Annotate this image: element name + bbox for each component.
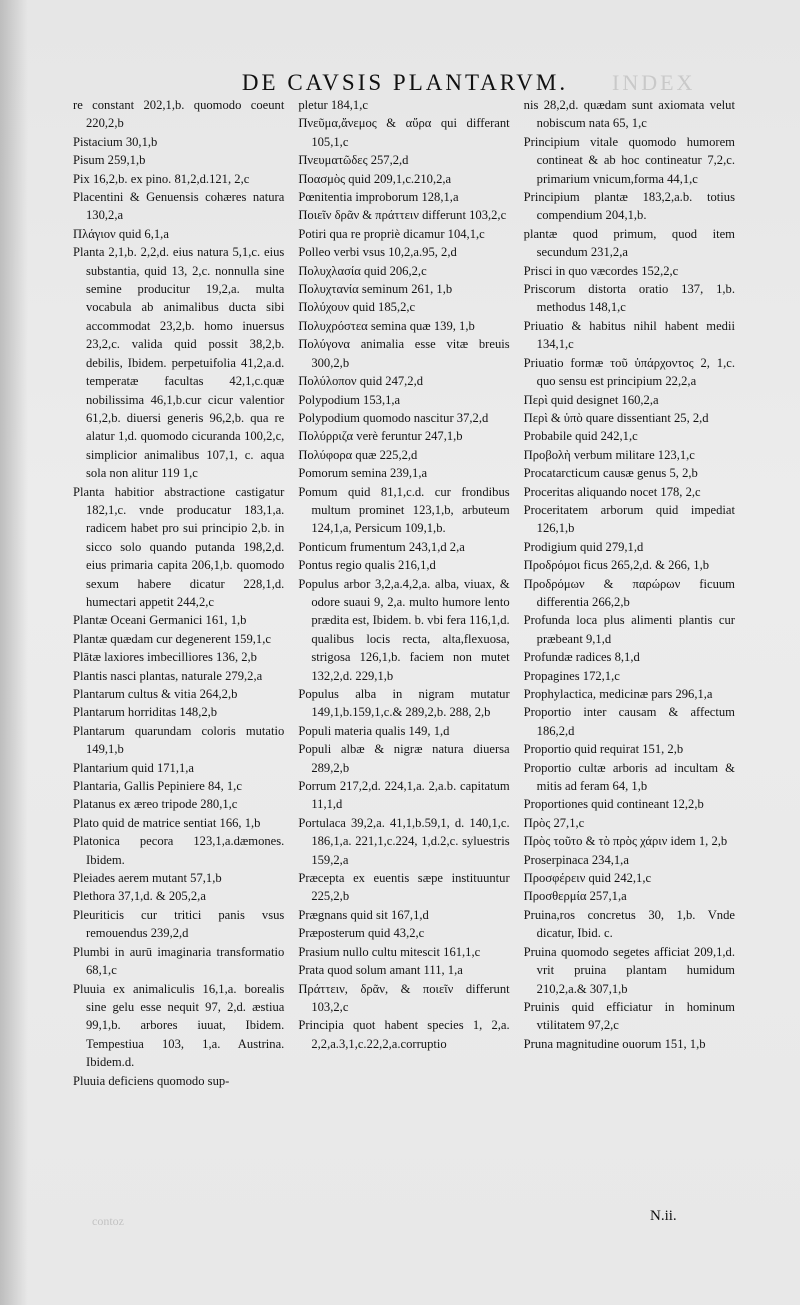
index-entry: Plantarum horriditas 148,2,b xyxy=(73,705,218,720)
index-entry: Pomorum semina 239,1,a xyxy=(298,466,428,481)
index-entry: Probabile quid 242,1,c xyxy=(523,429,638,444)
index-entry: Priuatio formæ τοῦ ὑπάρχοντος 2, 1,c. quo sensu est principium 22,2,a xyxy=(523,355,735,389)
index-entry: Προβολὴ verbum militare 123,1,c xyxy=(523,447,695,462)
index-entry: Prophylactica, medicinæ pars 296,1,a xyxy=(523,687,713,701)
bleed-through-heading: INDEX xyxy=(612,70,696,95)
index-entry: Proportio inter causam & affectum 186,2,d xyxy=(523,705,735,738)
index-entry: Proceritatem arborum quid impediat 126,1,b xyxy=(523,502,735,536)
index-entry: Plantaria, Gallis Pepiniere 84, 1,c xyxy=(73,779,242,794)
index-entry: Priuatio & habitus nihil habent medii 134,1,c xyxy=(523,318,735,352)
index-entry: Plantarium quid 171,1,a xyxy=(73,760,195,775)
index-entry: Πλάγιον quid 6,1,a xyxy=(73,226,169,241)
index-entry: Propagines 172,1,c xyxy=(523,668,620,683)
index-entry: Portulaca 39,2,a. 41,1,b.59,1, d. 140,1,c. 186,1,a. 221,1,c.224, 1,d.2,c. syluestris 159,2,a xyxy=(298,815,510,867)
index-entry: Proceritas aliquando nocet 178, 2,c xyxy=(523,484,701,499)
index-entry: Προδρόμων & παρώρων ficuum differentia 266,2,b xyxy=(523,576,735,609)
index-entry: Prodigium quid 279,1,d xyxy=(523,539,644,554)
index-entry: Pistacium 30,1,b xyxy=(73,134,158,149)
index-entry: Pleuriticis cur tritici panis vsus remouendus 239,2,d xyxy=(73,907,285,941)
index-entry: pletur 184,1,c xyxy=(298,98,368,112)
index-entry: Pluuia deficiens quomodo sup- xyxy=(73,1073,230,1088)
index-entry: Populi materia qualis 149, 1,d xyxy=(298,723,450,738)
index-entry: Prisci in quo væcordes 152,2,c xyxy=(523,263,679,278)
index-entry: Plantæ quædam cur degenerent 159,1,c xyxy=(73,631,271,646)
index-entry: nis 28,2,d. quædam sunt axiomata velut nobiscum nata 65, 1,c xyxy=(523,98,735,131)
index-entry: Placentini & Genuensis cohæres natura 130,2,a xyxy=(73,190,285,223)
index-entry: Polleo verbi vsus 10,2,a.95, 2,d xyxy=(298,245,457,260)
index-entry: Principia quot habent species 1, 2,a. 2,2,a.3,1,c.22,2,a.corruptio xyxy=(298,1018,510,1051)
index-entry: Περὶ quid designet 160,2,a xyxy=(523,392,659,407)
index-entry: Plātæ laxiores imbecilliores 136, 2,b xyxy=(73,650,257,665)
index-entry: Proportiones quid contineant 12,2,b xyxy=(523,797,704,812)
index-entry: Προσφέρειν quid 242,1,c xyxy=(523,871,652,886)
index-entry: Ponticum frumentum 243,1,d 2,a xyxy=(298,539,465,554)
index-entry: Proportio cultæ arboris ad incultam & mitis ad feram 64, 1,b xyxy=(523,760,735,794)
index-entry: Potiri qua re propriè dicamur 104,1,c xyxy=(298,226,485,241)
index-entry: Πολύφορα quæ 225,2,d xyxy=(298,447,418,462)
index-entry: Præposterum quid 43,2,c xyxy=(298,926,425,941)
index-entry: Pruina quomodo segetes afficiat 209,1,d. vrit pruina plantam humidum 210,2,a.& 307,1,b xyxy=(523,944,735,996)
index-entry: Plato quid de matrice sentiat 166, 1,b xyxy=(73,815,261,830)
index-entry: Polypodium quomodo nascitur 37,2,d xyxy=(298,410,489,425)
index-entry: Πολυχτανία seminum 261, 1,b xyxy=(298,282,453,297)
index-entry: Pœnitentia improborum 128,1,a xyxy=(298,190,459,205)
index-entry: Περὶ & ὑπὸ quare dissentiant 25, 2,d xyxy=(523,410,709,425)
index-entry: Πολυχλασία quid 206,2,c xyxy=(298,263,427,278)
index-entry: Pomum quid 81,1,c.d. cur frondibus multum prominet 123,1,b, arbuteum 124,1,a, Persicum 109,1,b. xyxy=(298,484,510,536)
index-entry: Polypodium 153,1,a xyxy=(298,392,401,407)
index-entry: Proserpinaca 234,1,a xyxy=(523,852,629,867)
index-entry: Planta 2,1,b. 2,2,d. eius natura 5,1,c. eius substantia, quid 13, 2,c. nonnulla sine semine producitur 19,2,a. multa vocabula ab animalibus ducta sibi accommodat 23,2,b. homo inuersus 23,2,c. valida quid possit 38,2,b. debilis, Ibidem. perpetuifolia 41,2,a.d. temperatæ facultas 42,1,c.quæ nobilissima 46,1,b.cur cicur valentior 61,2,b. diuersi generis 96,2,b. qua re alatur 1,d. quomodo cicuranda 100,2,c, simplicior animalibus 107,1, c. aqua sola non alitur 119 1,c xyxy=(73,245,285,481)
index-entry: Πρὸς 27,1,c xyxy=(523,815,585,830)
index-entry: Πολύγονα animalia esse vitæ breuis 300,2,b xyxy=(298,337,510,370)
index-columns xyxy=(73,96,735,1090)
index-entry: Πολυχρόστεα semina quæ 139, 1,b xyxy=(298,318,475,333)
index-column-3 xyxy=(524,96,735,1090)
index-entry: Pix 16,2,b. ex pino. 81,2,d.121, 2,c xyxy=(73,171,250,186)
index-entry: Pleiades aerem mutant 57,1,b xyxy=(73,871,222,886)
index-entry: Prasium nullo cultu mitescit 161,1,c xyxy=(298,944,481,959)
index-entry: Ποασμὸς quid 209,1,c.210,2,a xyxy=(298,171,452,186)
index-entry: Πολύρριζα verè feruntur 247,1,b xyxy=(298,429,463,444)
index-entry: Πολύχουν quid 185,2,c xyxy=(298,300,416,315)
index-entry: Pontus regio qualis 216,1,d xyxy=(298,558,436,573)
running-head: DE CAVSIS PLANTARVM. xyxy=(241,70,569,95)
index-entry: Plantarum quarundam coloris mutatio 149,1,b xyxy=(73,723,285,757)
index-entry: Platanus ex æreo tripode 280,1,c xyxy=(73,797,238,812)
index-entry: Πολύλοπον quid 247,2,d xyxy=(298,374,424,389)
index-entry: Populus alba in nigram mutatur 149,1,b.159,1,c.& 289,2,b. 288, 2,b xyxy=(298,687,510,720)
index-entry: Principium vitale quomodo humorem contineat & ab hoc contineatur 7,2,c. primarium vnicum,forma 44,1,c xyxy=(523,134,735,186)
index-entry: Ποιεῖν δρᾶν & πράττειν differunt 103,2,c xyxy=(298,208,507,223)
index-entry: Pisum 259,1,b xyxy=(73,153,146,168)
bleed-through-footer: contoz xyxy=(92,1214,124,1228)
index-entry: Proportio quid requirat 151, 2,b xyxy=(523,742,684,757)
index-entry: Plantis nasci plantas, naturale 279,2,a xyxy=(73,668,263,683)
index-entry: Prægnans quid sit 167,1,d xyxy=(298,907,429,922)
index-entry: Plethora 37,1,d. & 205,2,a xyxy=(73,889,206,904)
index-column-1 xyxy=(73,96,284,1090)
index-column-2 xyxy=(298,96,509,1090)
signature-mark: N.ii. xyxy=(650,1208,677,1224)
index-entry: Profunda loca plus alimenti plantis cur præbeant 9,1,d xyxy=(523,613,735,646)
index-entry: Priscorum distorta oratio 137, 1,b. methodus 148,1,c xyxy=(523,282,735,315)
index-entry: Plantarum cultus & vitia 264,2,b xyxy=(73,687,238,701)
index-entry: Profundæ radices 8,1,d xyxy=(523,650,640,665)
index-entry: Pluuia ex animaliculis 16,1,a. borealis sine gelu esse nequit 97, 2,d. æstiua 99,1,b. arbores iuuat, Ibidem. Tempestiua 103, 1,a. Austrina. Ibidem.d. xyxy=(73,981,285,1070)
index-entry: Porrum 217,2,d. 224,1,a. 2,a.b. capitatum 11,1,d xyxy=(298,779,510,812)
index-entry: Προδρόμοι ficus 265,2,d. & 266, 1,b xyxy=(523,558,710,573)
index-entry: Πνευματῶδες 257,2,d xyxy=(298,153,409,168)
index-entry: Platonica pecora 123,1,a.dæmones. Ibidem. xyxy=(73,834,285,867)
index-entry: Populus arbor 3,2,a.4,2,a. alba, viuax, & odore suaui 9, 2,a. multo humore lento prædita est, Ibidem. b. vbi fera 116,1,d. qualibus locis recta, alta,flexuosa, strigosa 126,1,b. faciem non mutet 132,2,d. 229,1,b xyxy=(298,576,510,683)
index-entry: Populi albæ & nigræ natura diuersa 289,2,b xyxy=(298,742,510,775)
index-entry: Præcepta ex euentis sæpe instituuntur 225,2,b xyxy=(298,871,510,904)
index-entry: Plantæ Oceani Germanici 161, 1,b xyxy=(73,613,247,628)
index-entry: Πρὸς τοῦτο & τὸ πρὸς χάριν idem 1, 2,b xyxy=(523,834,728,849)
index-entry: Prata quod solum amant 111, 1,a xyxy=(298,963,463,978)
index-entry: Plumbi in aurū imaginaria transformatio 68,1,c xyxy=(73,944,285,978)
index-entry: Planta habitior abstractione castigatur 182,1,c. vnde producatur 183,1,a. radicem habet pro sui principio 2,b. in sicco solo quando putanda 198,2,d. eius primaria capita 206,1,b. quomodo sexum habere dicatur 228,1,d. humectari appetit 244,2,c xyxy=(73,484,285,609)
index-entry: re constant 202,1,b. quomodo coeunt 220,2,b xyxy=(73,98,285,131)
index-entry: Προσθερμία 257,1,a xyxy=(523,889,627,904)
index-entry: Principium plantæ 183,2,a.b. totius compendium 204,1,b. xyxy=(523,190,735,223)
index-entry: Pruina,ros concretus 30, 1,b. Vnde dicatur, Ibid. c. xyxy=(523,907,735,941)
index-entry: Πνεῦμα,ἄνεμος & αὔρα qui differant 105,1,c xyxy=(298,116,510,149)
index-entry: Pruinis quid efficiatur in hominum vtilitatem 97,2,c xyxy=(523,999,735,1033)
index-entry: Pruna magnitudine ouorum 151, 1,b xyxy=(523,1036,706,1051)
index-entry: Procatarcticum causæ genus 5, 2,b xyxy=(523,466,698,481)
index-entry: plantæ quod primum, quod item secundum 231,2,a xyxy=(523,226,735,260)
index-entry: Πράττειν, δρᾶν, & ποιεῖν differunt 103,2,c xyxy=(298,981,510,1014)
